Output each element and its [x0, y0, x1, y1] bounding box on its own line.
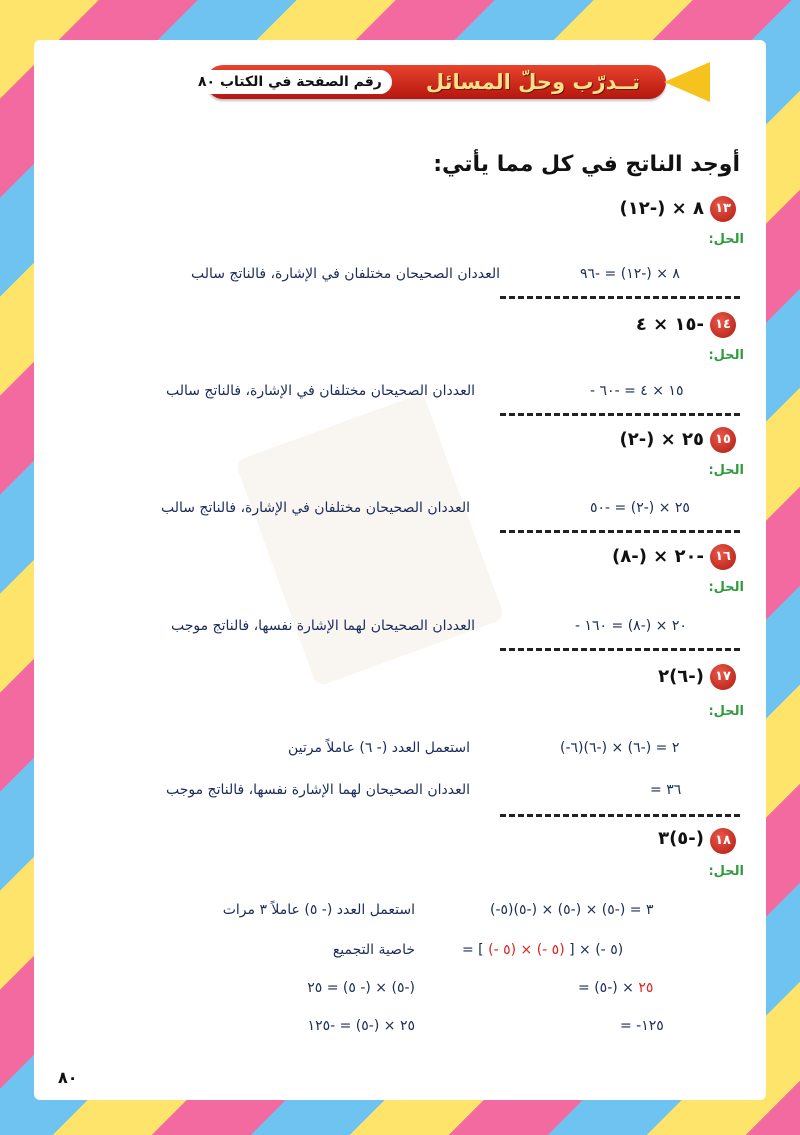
solution-note: (-٥) × (- ٥) = ٢٥	[307, 980, 415, 996]
problem-number-15: ١٥	[710, 427, 736, 453]
solution-note: العددان الصحيحان لهما الإشارة نفسها، فالناتج موجب	[170, 618, 475, 634]
banner-arrow-icon	[664, 62, 710, 102]
problem-number-16: ١٦	[710, 544, 736, 570]
solution-note: استعمل العدد (- ٦) عاملاً مرتين	[287, 740, 470, 756]
divider	[500, 413, 740, 416]
solution-calc	[578, 980, 750, 996]
calc-part: =	[578, 980, 590, 996]
banner-title: تــدرّب وحلّ المسائل	[425, 70, 640, 94]
calc-highlight: ٢٥	[638, 980, 654, 996]
solution-note: ٢٥ × (-٥) = -١٢٥	[307, 1018, 415, 1034]
problem-number-14: ١٤	[710, 312, 736, 338]
solution-calc	[462, 942, 750, 958]
solution-label: الحل:	[708, 704, 744, 719]
calc-part: × (-٥)	[594, 980, 634, 996]
divider	[500, 648, 740, 651]
solution-label: الحل:	[708, 580, 744, 595]
solution-calc: ٨ × (-١٢) = -٩٦	[580, 266, 680, 282]
solution-note: العددان الصحيحان لهما الإشارة نفسها، فالناتج موجب	[165, 782, 470, 798]
problem-number-13: ١٣	[710, 196, 736, 222]
divider	[500, 296, 740, 299]
section-banner	[178, 62, 710, 102]
solution-note: العددان الصحيحان مختلفان في الإشارة، فالناتج سالب	[165, 383, 475, 399]
solution-calc: = ٣٦	[650, 782, 682, 798]
page-number: ٨٠	[58, 1068, 78, 1087]
problem-expression: -١٥ × ٤	[635, 314, 704, 335]
solution-label: الحل:	[708, 463, 744, 478]
divider	[500, 814, 740, 817]
solution-note: العددان الصحيحان مختلفان في الإشارة، فالناتج سالب	[160, 500, 470, 516]
solution-note: استعمل العدد (- ٥) عاملاً ٣ مرات	[222, 902, 415, 918]
problem-number-18: ١٨	[710, 828, 736, 854]
calc-part: ] × (- ٥)	[569, 942, 624, 958]
solution-label: الحل:	[708, 232, 744, 247]
solution-note: خاصية التجميع	[332, 942, 415, 958]
solution-label: الحل:	[708, 864, 744, 879]
solution-calc: (-٦)٢ = (-٦) × (-٦)	[560, 740, 680, 756]
problem-expression: (-٦)٢	[658, 666, 704, 687]
solution-calc: - ٢٠ × (-٨) = ١٦٠	[575, 618, 687, 634]
instruction: أوجد الناتج في كل مما يأتي:	[433, 152, 740, 177]
solution-calc: = -١٢٥	[620, 1018, 664, 1034]
problem-expression: ٢٥ × (-٢)	[619, 429, 704, 450]
problem-expression: -٢٠ × (-٨)	[611, 546, 704, 567]
solution-label: الحل:	[708, 348, 744, 363]
problem-expression: ٨ × (-١٢)	[619, 198, 704, 219]
divider	[500, 530, 740, 533]
problem-expression: (-٥)٣	[658, 828, 704, 849]
problem-number-17: ١٧	[710, 664, 736, 690]
page-reference: رقم الصفحة في الكتاب ٨٠	[188, 70, 392, 94]
solution-calc: (-٥)٣ = (-٥) × (-٥) × (-٥)	[490, 902, 654, 918]
solution-note: العددان الصحيحان مختلفان في الإشارة، فالناتج سالب	[190, 266, 500, 282]
calc-highlight: (- ٥) × (- ٥)	[488, 942, 565, 958]
solution-calc: ٢٥ × (-٢) = -٥٠	[590, 500, 690, 516]
calc-part: = [	[462, 942, 484, 958]
solution-calc: - ١٥ × ٤ = -٦٠	[590, 383, 684, 399]
